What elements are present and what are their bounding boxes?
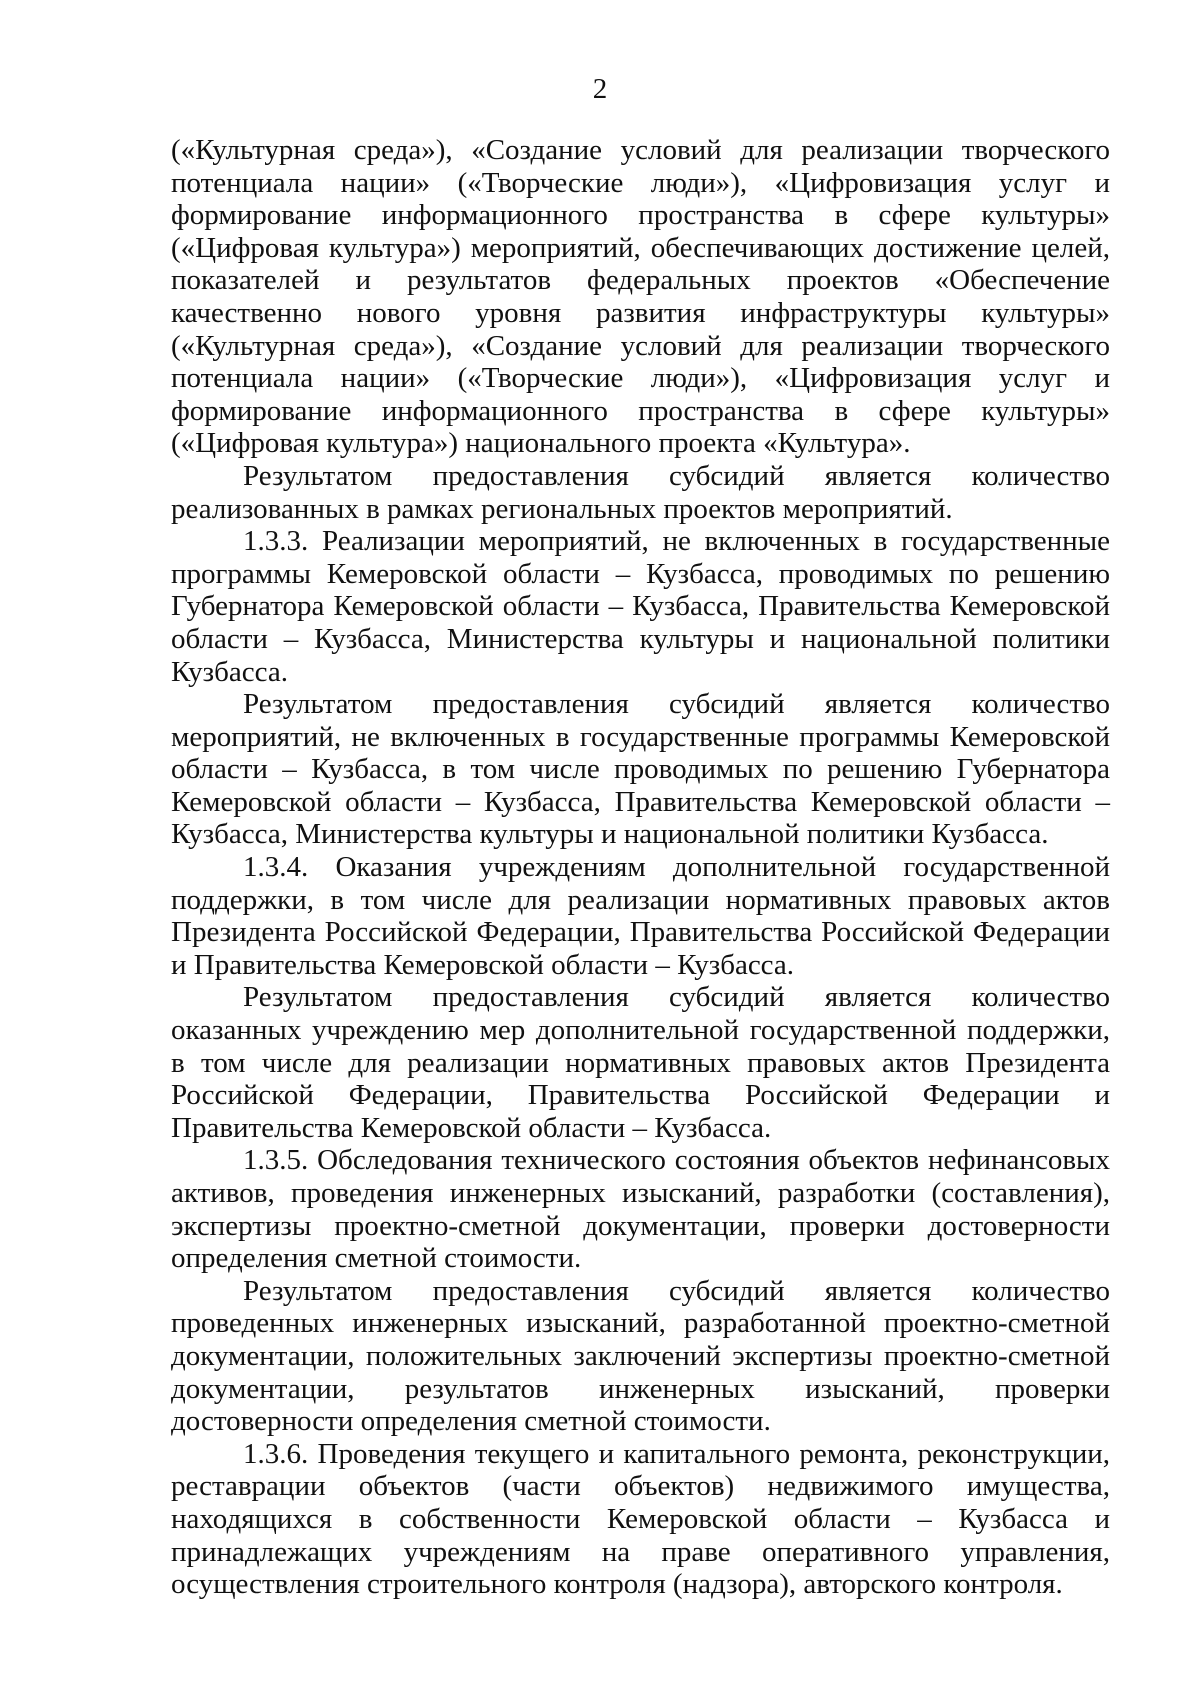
paragraph-result-1-3-5: Результатом предоставления субсидий является количество проведенных инженерных изысканий, разработанной проектно-сметной документации, положительных заключений экспертизы проектно-сметной документации, результатов инженерных изысканий, проверки достоверности определения сметной стоимости. [171, 1274, 1110, 1438]
document-body [171, 134, 1110, 1601]
paragraph-result-1-3-3: Результатом предоставления субсидий является количество мероприятий, не включенных в государственные программы Кемеровской области – Кузбасса, в том числе проводимых по решению Губернатора Кемеровской области – Кузбасса, Правительства Кемеровской области – Кузбасса, Министерства культуры и национальной политики Кузбасса. [171, 688, 1110, 851]
paragraph-1-3-6: 1.3.6. Проведения текущего и капитального ремонта, реконструкции, реставрации объектов (части объектов) недвижимого имущества, находящихся в собственности Кемеровской области – Кузбасса и принадлежащих учреждениям на праве оперативного управления, осуществления строительного контроля (надзора), авторского контроля. [171, 1437, 1110, 1601]
paragraph-result-regional-projects: Результатом предоставления субсидий является количество реализованных в рамках региональных проектов мероприятий. [171, 459, 1110, 525]
paragraph-1-3-5: 1.3.5. Обследования технического состояния объектов нефинансовых активов, проведения инженерных изысканий, разработки (составления), экспертизы проектно-сметной документации, проверки достоверности определения сметной стоимости. [171, 1144, 1110, 1275]
paragraph-continuation: («Культурная среда»), «Создание условий для реализации творческого потенциала нации» («Творческие люди»), «Цифровизация услуг и формирование информационного пространства в сфере культуры» («Цифровая культура») мероприятий, обеспечивающих достижение целей, показателей и результатов федеральных проектов «Обеспечение качественно нового уровня развития инфраструктуры культуры» («Культурная среда»), «Создание условий для реализации творческого потенциала нации» («Творческие люди»), «Цифровизация услуг и формирование информационного пространства в сфере культуры» («Цифровая культура») национального проекта «Культура». [171, 134, 1110, 460]
page-number: 2 [592, 73, 608, 105]
paragraph-1-3-4: 1.3.4. Оказания учреждениям дополнительной государственной поддержки, в том числе для реализации нормативных правовых актов Президента Российской Федерации, Правительства Российской Федерации и Правительства Кемеровской области – Кузбасса. [171, 851, 1110, 981]
paragraph-result-1-3-4: Результатом предоставления субсидий является количество оказанных учреждению мер дополнительной государственной поддержки, в том числе для реализации нормативных правовых актов Президента Российской Федерации, Правительства Российской Федерации и Правительства Кемеровской области – Кузбасса. [171, 981, 1110, 1144]
paragraph-1-3-3: 1.3.3. Реализации мероприятий, не включенных в государственные программы Кемеровской области – Кузбасса, проводимых по решению Губернатора Кемеровской области – Кузбасса, Правительства Кемеровской области – Кузбасса, Министерства культуры и национальной политики Кузбасса. [171, 525, 1110, 688]
